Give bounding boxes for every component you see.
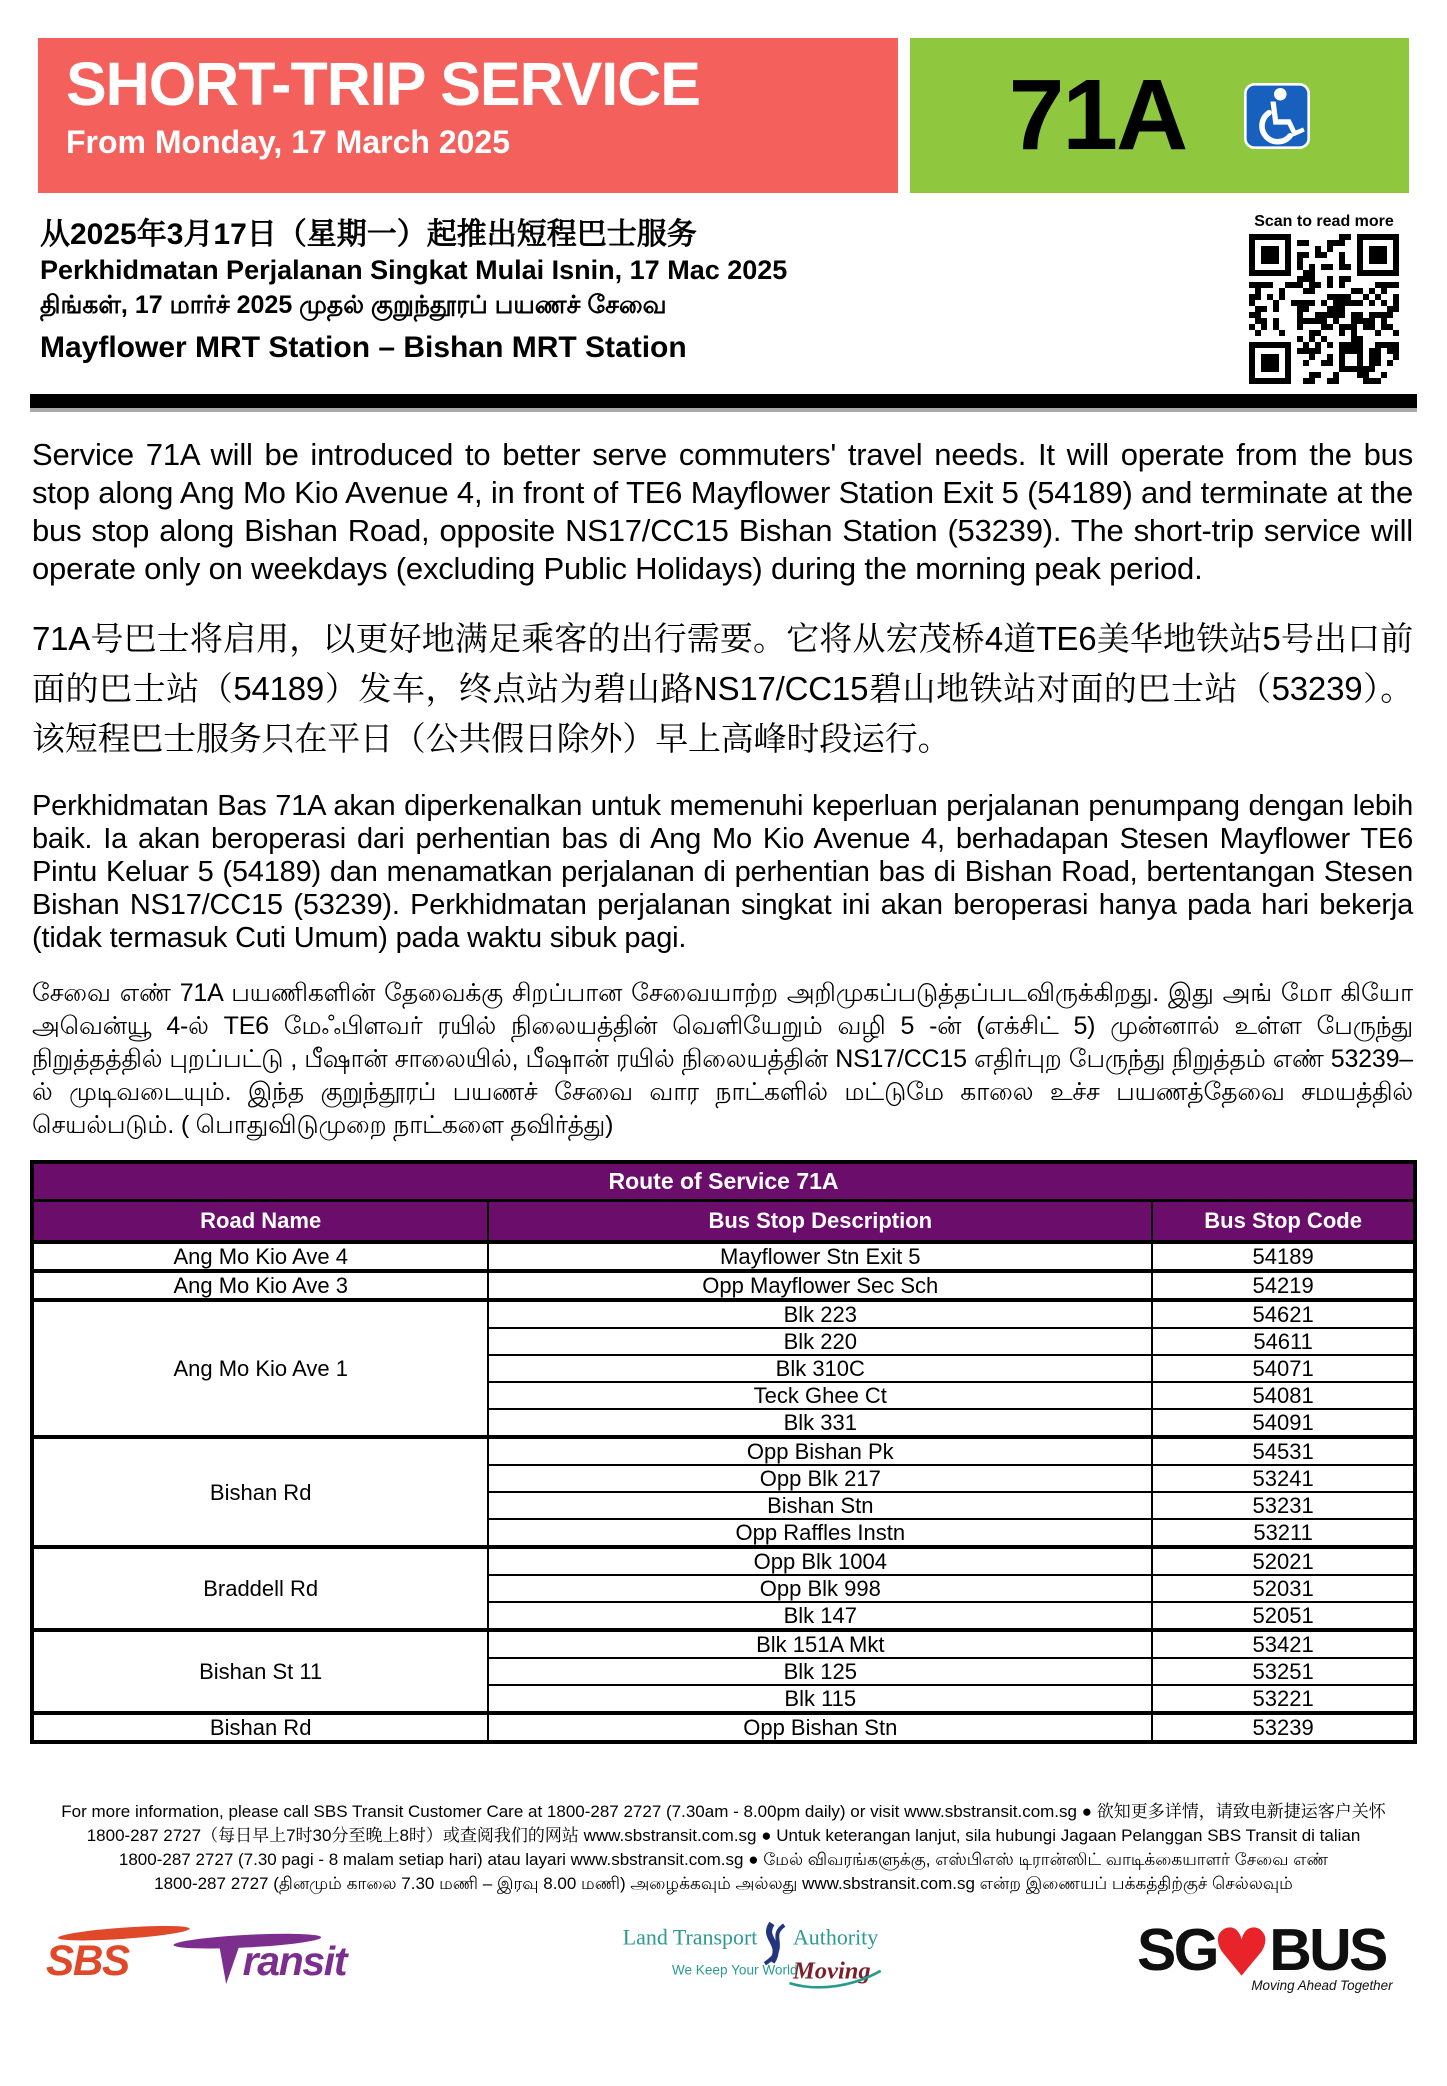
- bus-stop-code-cell: 53421: [1152, 1630, 1415, 1658]
- route-title: Mayflower MRT Station – Bishan MRT Station: [40, 331, 687, 364]
- title-chinese: 从2025年3月17日（星期一）起推出短程巴士服务: [40, 218, 697, 251]
- bus-stop-code-cell: 53251: [1152, 1658, 1415, 1685]
- bus-stop-description-cell: Opp Bishan Stn: [488, 1713, 1152, 1742]
- bus-stop-description-cell: Blk 310C: [488, 1355, 1152, 1382]
- svg-text:ransit: ransit: [242, 1937, 347, 1984]
- paragraph-tamil: சேவை எண் 71A பயணிகளின் தேவைக்கு சிறப்பான சேவையாற்ற அறிமுகப்படுத்தப்படவிருக்கிறது. இது அங் மோ கியோ அவென்யூ 4-ல் TE6 மேஃபிளவர் ரயில் நிலையத்தின் வெளியேறும் வழி 5 -ன் (எக்சிட் 5) முன்னால் உள்ள பேருந்து நிறுத்தத்தில் புறப்பட்டு , பீஷான் சாலையில், பீஷான் ரயில் நிலையத்தின் NS17/CC15 எதிர்புற பேருந்து நிறுத்தம் எண் 53239– ல் முடிவடையும். இந்த குறுந்தூரப் பயணச் சேவை வார நாட்களில் மட்டுமே காலை உச்ச பயணத்தேவை சமயத்தில் செயல்படும். ( பொதுவிடுமுறை நாட்களை தவிர்த்து): [32, 979, 1413, 1139]
- table-header-row: [32, 1200, 1415, 1242]
- footer-line-4: 1800-287 2727 (தினமும் காலை 7.30 மணி – இரவு 8.00 மணி) அழைக்கவும் அல்லது www.sbstransit.com.sg என்ற இணையப் பக்கத்திற்குச் செல்லவும்: [154, 1874, 1293, 1893]
- table-row: [32, 1547, 1415, 1575]
- table-row: [32, 1242, 1415, 1271]
- road-name-cell: Bishan Rd: [32, 1713, 488, 1742]
- bus-stop-description-cell: Opp Mayflower Sec Sch: [488, 1271, 1152, 1300]
- bus-stop-code-cell: 54621: [1152, 1300, 1415, 1328]
- qr-label: Scan to read more: [1254, 213, 1394, 230]
- bus-stop-description-cell: Bishan Stn: [488, 1492, 1152, 1519]
- divider-bar: [30, 394, 1417, 412]
- table-row: [32, 1271, 1415, 1300]
- bus-stop-description-cell: Blk 220: [488, 1328, 1152, 1355]
- title-malay: Perkhidmatan Perjalanan Singkat Mulai Isnin, 17 Mac 2025: [40, 255, 788, 285]
- bus-stop-code-cell: 54531: [1152, 1437, 1415, 1465]
- bus-stop-code-cell: 53239: [1152, 1713, 1415, 1742]
- bus-stop-description-cell: Opp Bishan Pk: [488, 1437, 1152, 1465]
- effective-date: From Monday, 17 March 2025: [66, 124, 510, 160]
- service-number: 71A: [1008, 59, 1187, 171]
- qr-block: [1235, 213, 1413, 384]
- column-road-name: Road Name: [32, 1200, 488, 1242]
- table-title: Route of Service 71A: [32, 1162, 1415, 1200]
- title-tamil: திங்கள், 17 மார்ச் 2025 முதல் குறுந்தூரப் பயணச் சேவை: [40, 291, 667, 319]
- svg-text:SBS: SBS: [46, 1936, 129, 1984]
- wheelchair-accessible-icon: [1244, 83, 1310, 149]
- bus-stop-description-cell: Blk 147: [488, 1602, 1152, 1630]
- bus-stop-code-cell: 54081: [1152, 1382, 1415, 1409]
- footer-line-2: 1800-287 2727（每日早上7时30分至晚上8时）或查阅我们的网站 www.sbstransit.com.sg ● Untuk keterangan lanjut, sila hubungi Jagaan Pelanggan SBS Transit di talian: [86, 1826, 1361, 1845]
- service-number-badge: [910, 38, 1409, 193]
- route-table-body: [32, 1242, 1415, 1742]
- bus-stop-description-cell: Opp Raffles Instn: [488, 1519, 1152, 1547]
- svg-text:SG: SG: [1137, 1918, 1217, 1984]
- bus-stop-description-cell: Blk 151A Mkt: [488, 1630, 1152, 1658]
- svg-text:Authority: Authority: [792, 1924, 878, 1950]
- bus-stop-description-cell: Blk 125: [488, 1658, 1152, 1685]
- bus-stop-description-cell: Opp Blk 1004: [488, 1547, 1152, 1575]
- table-title-row: [32, 1162, 1415, 1200]
- paragraph-english: Service 71A will be introduced to better serve commuters' travel needs. It will operate from the bus stop along Ang Mo Kio Avenue 4, in front of TE6 Mayflower Station Exit 5 (54189) and terminate at the bus stop along Bishan Road, opposite NS17/CC15 Bishan Station (53239). The short-trip service will operate only on weekdays (excluding Public Holidays) during the morning peak period.: [32, 437, 1413, 586]
- svg-text:Moving: Moving: [792, 1957, 871, 1985]
- footer-line-3: 1800-287 2727 (7.30 pagi - 8 malam setiap hari) atau layari www.sbstransit.com.sg ● மேல் விவரங்களுக்கு, எஸ்பிஎஸ் டிரான்ஸிட் வாடிக்கையாளர் சேவை எண்: [118, 1850, 1329, 1869]
- paragraph-malay: Perkhidmatan Bas 71A akan diperkenalkan untuk memenuhi keperluan perjalanan penumpang dengan lebih baik. Ia akan beroperasi dari perhentian bas di Ang Mo Kio Avenue 4, berhadapan Stesen Mayflower TE6 Pintu Keluar 5 (54189) dan menamatkan perjalanan di perhentian bas di Bishan Road, bertentangan Stesen Bishan NS17/CC15 (53239). Perkhidmatan perjalanan singkat ini akan beroperasi hanya pada hari bekerja (tidak termasuk Cuti Umum) pada waktu sibuk pagi.: [32, 790, 1413, 954]
- sbs-transit-logo: [46, 1912, 376, 1998]
- logo-row: [46, 1912, 1405, 1998]
- table-row: [32, 1300, 1415, 1328]
- header: [38, 38, 1409, 193]
- title-banner: [38, 38, 898, 193]
- sg-bus-logo: [1137, 1915, 1405, 1995]
- bus-stop-code-cell: 54091: [1152, 1409, 1415, 1437]
- road-name-cell: Bishan St 11: [32, 1630, 488, 1713]
- bus-stop-code-cell: 54189: [1152, 1242, 1415, 1271]
- column-bus-stop-description: Bus Stop Description: [488, 1200, 1152, 1242]
- qr-code-icon: [1249, 234, 1399, 384]
- svg-text:Land Transport: Land Transport: [622, 1924, 757, 1950]
- road-name-cell: Ang Mo Kio Ave 1: [32, 1300, 488, 1437]
- bus-stop-description-cell: Opp Blk 217: [488, 1465, 1152, 1492]
- bus-stop-code-cell: 52021: [1152, 1547, 1415, 1575]
- footer-line-1: For more information, please call SBS Transit Customer Care at 1800-287 2727 (7.30am - 8.00pm daily) or visit www.sbstransit.com.sg ● 欲知更多详情，请致电新捷运客户关怀: [61, 1802, 1386, 1821]
- land-transport-authority-logo: [621, 1916, 893, 1994]
- road-name-cell: Ang Mo Kio Ave 4: [32, 1242, 488, 1271]
- bus-stop-description-cell: Opp Blk 998: [488, 1575, 1152, 1602]
- short-trip-service-poster: [0, 38, 1447, 2086]
- road-name-cell: Ang Mo Kio Ave 3: [32, 1271, 488, 1300]
- bus-stop-code-cell: 52031: [1152, 1575, 1415, 1602]
- column-bus-stop-code: Bus Stop Code: [1152, 1200, 1415, 1242]
- svg-text:BUS: BUS: [1269, 1918, 1386, 1984]
- bus-stop-code-cell: 54071: [1152, 1355, 1415, 1382]
- table-row: [32, 1713, 1415, 1742]
- bus-stop-code-cell: 53221: [1152, 1685, 1415, 1713]
- bus-stop-description-cell: Blk 115: [488, 1685, 1152, 1713]
- poster-title: SHORT-TRIP SERVICE: [66, 50, 700, 118]
- subheader: [40, 213, 1413, 384]
- bus-stop-code-cell: 52051: [1152, 1602, 1415, 1630]
- road-name-cell: Bishan Rd: [32, 1437, 488, 1547]
- road-name-cell: Braddell Rd: [32, 1547, 488, 1630]
- heart-icon: ♥: [1212, 1915, 1272, 1992]
- translated-titles: [40, 217, 787, 384]
- svg-text:Moving Ahead Together: Moving Ahead Together: [1251, 1977, 1393, 1993]
- bus-stop-code-cell: 54219: [1152, 1271, 1415, 1300]
- bus-stop-description-cell: Teck Ghee Ct: [488, 1382, 1152, 1409]
- bus-stop-description-cell: Blk 331: [488, 1409, 1152, 1437]
- bus-stop-code-cell: 53231: [1152, 1492, 1415, 1519]
- bus-stop-code-cell: 54611: [1152, 1328, 1415, 1355]
- svg-text:We Keep Your World: We Keep Your World: [671, 1962, 798, 1978]
- table-row: [32, 1630, 1415, 1658]
- bus-stop-description-cell: Mayflower Stn Exit 5: [488, 1242, 1152, 1271]
- bus-stop-description-cell: Blk 223: [488, 1300, 1152, 1328]
- footer-info: [40, 1800, 1407, 1896]
- table-row: [32, 1437, 1415, 1465]
- route-table: [30, 1160, 1417, 1744]
- bus-stop-code-cell: 53241: [1152, 1465, 1415, 1492]
- bus-stop-code-cell: 53211: [1152, 1519, 1415, 1547]
- paragraph-chinese: 71A号巴士将启用，以更好地满足乘客的出行需要。它将从宏茂桥4道TE6美华地铁站5号出口前面的巴士站（54189）发车，终点站为碧山路NS17/CC15碧山地铁站对面的巴士站（53239）。该短程巴士服务只在平日（公共假日除外）早上高峰时段运行。: [32, 620, 1413, 757]
